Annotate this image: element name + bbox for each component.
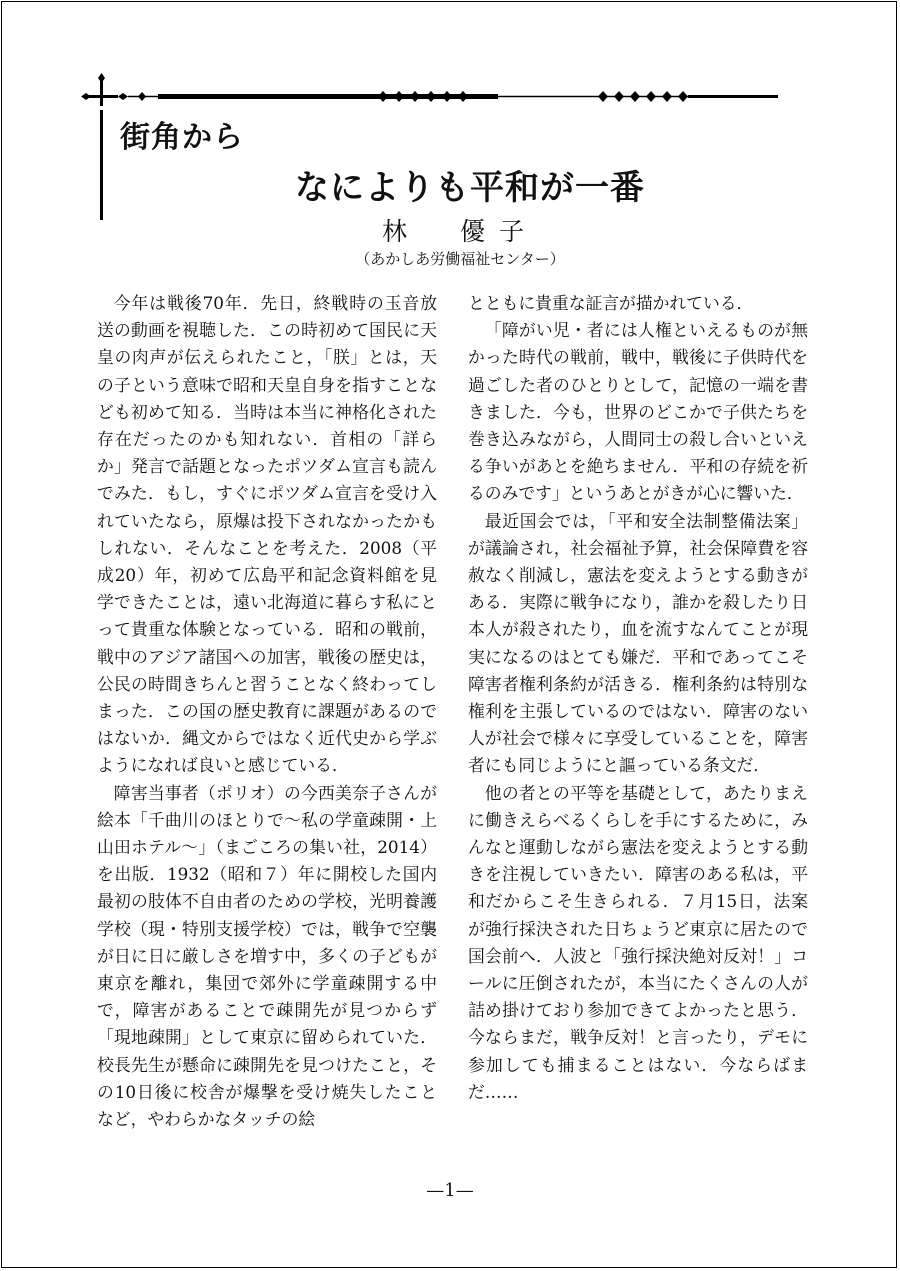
- paragraph: 最近国会では，「平和安全法制整備法案」が議論され，社会福祉予算，社会保障費を容赦なく削減し，憲法を変えようとする動きがある．実際に戦争になり，誰かを殺したり日本人が殺されたり，血を流すなんてことが現実になるのはとても嫌だ．平和であってこそ障害者権利条約が活きる．権利条約は特別な権利を主張しているのではない．障害のない人が社会で様々に享受していることを，障害者にも同じようにと謳っている条文だ．: [468, 510, 808, 776]
- paragraph: 今年は戦後70年．先日，終戦時の玉音放送の動画を視聴した．この時初めて国民に天皇の肉声が伝えられたこと，「朕」とは，天の子という意味で昭和天皇自身を指すことなども初めて知る．当時は本当に神格化された存在だったのかも知れない．首相の「詳らか」発言で話題となったポツダム宣言も読んでみた．もし，すぐにポツダム宣言を受け入れていたなら，原爆は投下されなかったかもしれない．そんなことを考えた．2008（平成20）年，初めて広島平和記念資料館を見学できたことは，遠い北海道に暮らす私にとって貴重な体験となっている．昭和の戦前，戦中のアジア諸国への加害，戦後の歴史は，公民の時間きちんと習うことなく終わってしまった．この国の歴史教育に課題があるのではないか．縄文からではなく近代史から学ぶようになれば良いと感じている．: [97, 293, 437, 776]
- page-number: —1—: [426, 1180, 474, 1201]
- series-label: 街角から: [120, 120, 244, 155]
- paragraph: 障害当事者（ポリオ）の今西美奈子さんが絵本「千曲川のほとりで～私の学童疎開・上山田ホテル～」（まごころの集い社，2014）を出版．1932（昭和７）年に開校した国内最初の肢体不自由者のための学校，光明養護学校（現・特別支援学校）では，戦争で空襲が日に日に厳しさを増す中，多くの子どもが東京を離れ，集団で郊外に学童疎開する中で，障害があることで疎開先が見つからず「現地疎開」として東京に留められていた．校長先生が懸命に疎開先を見つけたこと，その10日後に校舎が爆撃を受け焼失したことなど，やわらかなタッチの絵: [97, 782, 437, 1130]
- author-affiliation: （あかしあ労働福祉センター）: [355, 250, 565, 268]
- paragraph: 「障がい児・者には人権といえるものが無かった時代の戦前，戦中，戦後に子供時代を過ごした者のひとりとして，記憶の一端を書きました．今も，世界のどこかで子供たちを巻き込みながら，人間同士の殺し合いといえる争いがあとを絶ちません．平和の存続を祈るのみです」というあとがきが心に響いた．: [468, 320, 808, 504]
- author-name: 林 優子: [381, 217, 538, 246]
- right-column: [468, 290, 808, 1106]
- paragraph: 他の者との平等を基礎として，あたりまえに働きえらべるくらしを手にするために，みんなと運動しながら憲法を変えようとする動きを注視していきたい．障害のある私は，平和だからこそ生きられる．７月15日，法案が強行採決された日ちょうど東京に居たので国会前へ．人波と「強行採決絶対反対！」コールに圧倒されたが，本当にたくさんの人が詰め掛けており参加できてよかったと思う．今ならまだ，戦争反対！と言ったり，デモに参加しても捕まることはない．今ならばまだ……: [468, 782, 808, 1102]
- paragraph: とともに貴重な証言が描かれている．: [468, 293, 754, 313]
- left-column: [97, 290, 437, 1133]
- article-title: なによりも平和が一番: [295, 168, 645, 208]
